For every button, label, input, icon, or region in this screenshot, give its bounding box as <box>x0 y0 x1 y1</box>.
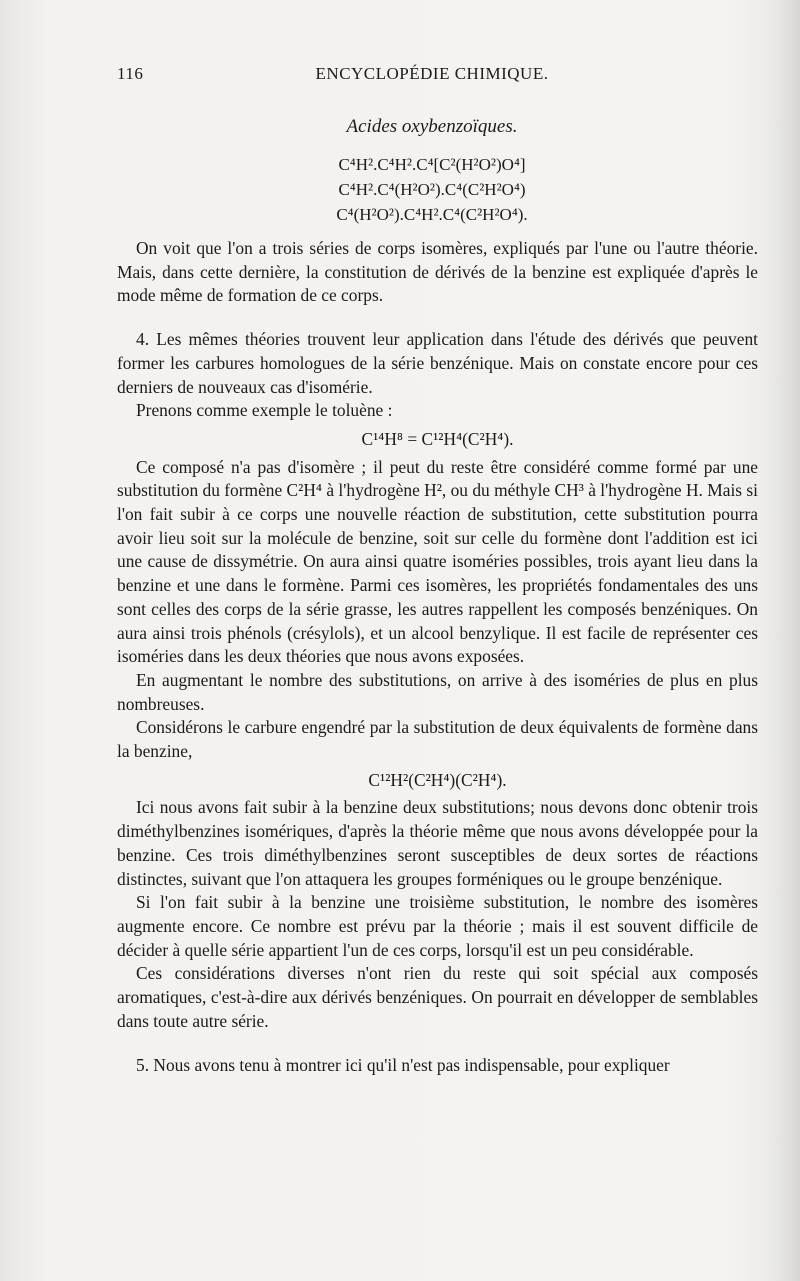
page-edge-shadow <box>766 0 800 1281</box>
equation: C¹²H²(C²H⁴)(C²H⁴). <box>368 769 507 790</box>
equation: C¹⁴H⁸ = C¹²H⁴(C²H⁴). <box>361 428 514 449</box>
paragraph: 4. Les mêmes théories trouvent leur application dans l'étude des dérivés que peuvent former les carbures homologues de la série benzénique. Mais on constate encore pour ces derniers de nouveaux cas d'isomérie. <box>117 329 758 397</box>
running-head <box>117 64 747 88</box>
running-title: ENCYCLOPÉDIE CHIMIQUE. <box>315 64 549 83</box>
paragraph: En augmentant le nombre des substitutions, on arrive à des isoméries de plus en plus nombreuses. <box>117 669 758 714</box>
page-number: 116 <box>117 64 144 83</box>
formula-block <box>117 152 747 227</box>
paragraph: Si l'on fait subir à la benzine une troisième substitution, le nombre des isomères augmente encore. Ce nombre est prévu par la théorie ; mais il est souvent difficile de décider à quelle série appartient l'un de ces corps, lorsqu'il est un peu considérable. <box>117 892 758 960</box>
formula-line: C⁴H².C⁴(H²O²).C⁴(C²H²O⁴) <box>338 180 526 199</box>
paragraph-gap <box>117 308 758 328</box>
paragraph: Ici nous avons fait subir à la benzine deux substitutions; nous devons donc obtenir trois diméthylbenzines isomériques, d'après la théorie même que nous avons développée pour la benzine. Ces trois diméthylbenzines seront susceptibles de deux sortes de réactions distinctes, suivant que l'on attaquera les groupes forméniques ou le groupe benzénique. <box>117 797 758 889</box>
section-title: Acides oxybenzoïques. <box>346 116 518 137</box>
paragraph: Prenons comme exemple le toluène : <box>136 400 393 421</box>
paragraph: On voit que l'on a trois séries de corps isomères, expliqués par l'une ou l'autre théorie. Mais, dans cette dernière, la constitution de dérivés de la benzine est expliquée d'après le mode même de formation de ce corps. <box>117 238 758 306</box>
paragraph: Ces considérations diverses n'ont rien du reste qui soit spécial aux composés aromatiques, c'est-à-dire aux dérivés benzéniques. On pourrait en développer de semblables dans toute autre série. <box>117 963 758 1031</box>
paragraph: 5. Nous avons tenu à montrer ici qu'il n'est pas indispensable, pour expliquer <box>136 1054 670 1075</box>
formula-line: C⁴(H²O²).C⁴H².C⁴(C²H²O⁴). <box>336 205 528 224</box>
paragraph: Considérons le carbure engendré par la substitution de deux équivalents de formène dans la benzine, <box>117 717 758 762</box>
formula-line: C⁴H².C⁴H².C⁴[C²(H²O²)O⁴] <box>338 155 526 174</box>
body-text <box>117 237 758 1077</box>
paragraph: Ce composé n'a pas d'isomère ; il peut du reste être considéré comme formé par une substitution du formène C²H⁴ à l'hydrogène H², ou du méthyle CH³ à l'hydrogène H. Mais si l'on fait subir à ce corps une nouvelle réaction de substitution, cette substitution pourra avoir lieu soit sur la molécule de benzine, soit sur celle du formène dont l'addition est ici une cause de dissymétrie. On aura ainsi quatre isoméries possibles, trois ayant lieu dans la benzine et une dans le formène. Parmi ces isomères, les propriétés fondamentales des uns sont celles des corps de la série grasse, les autres rappellent les composés benzéniques. On aura ainsi trois phénols (crésylols), et un alcool benzylique. Il est facile de représenter ces isoméries dans les deux théories que nous avons exposées. <box>117 456 758 667</box>
paragraph-gap <box>117 1034 758 1054</box>
